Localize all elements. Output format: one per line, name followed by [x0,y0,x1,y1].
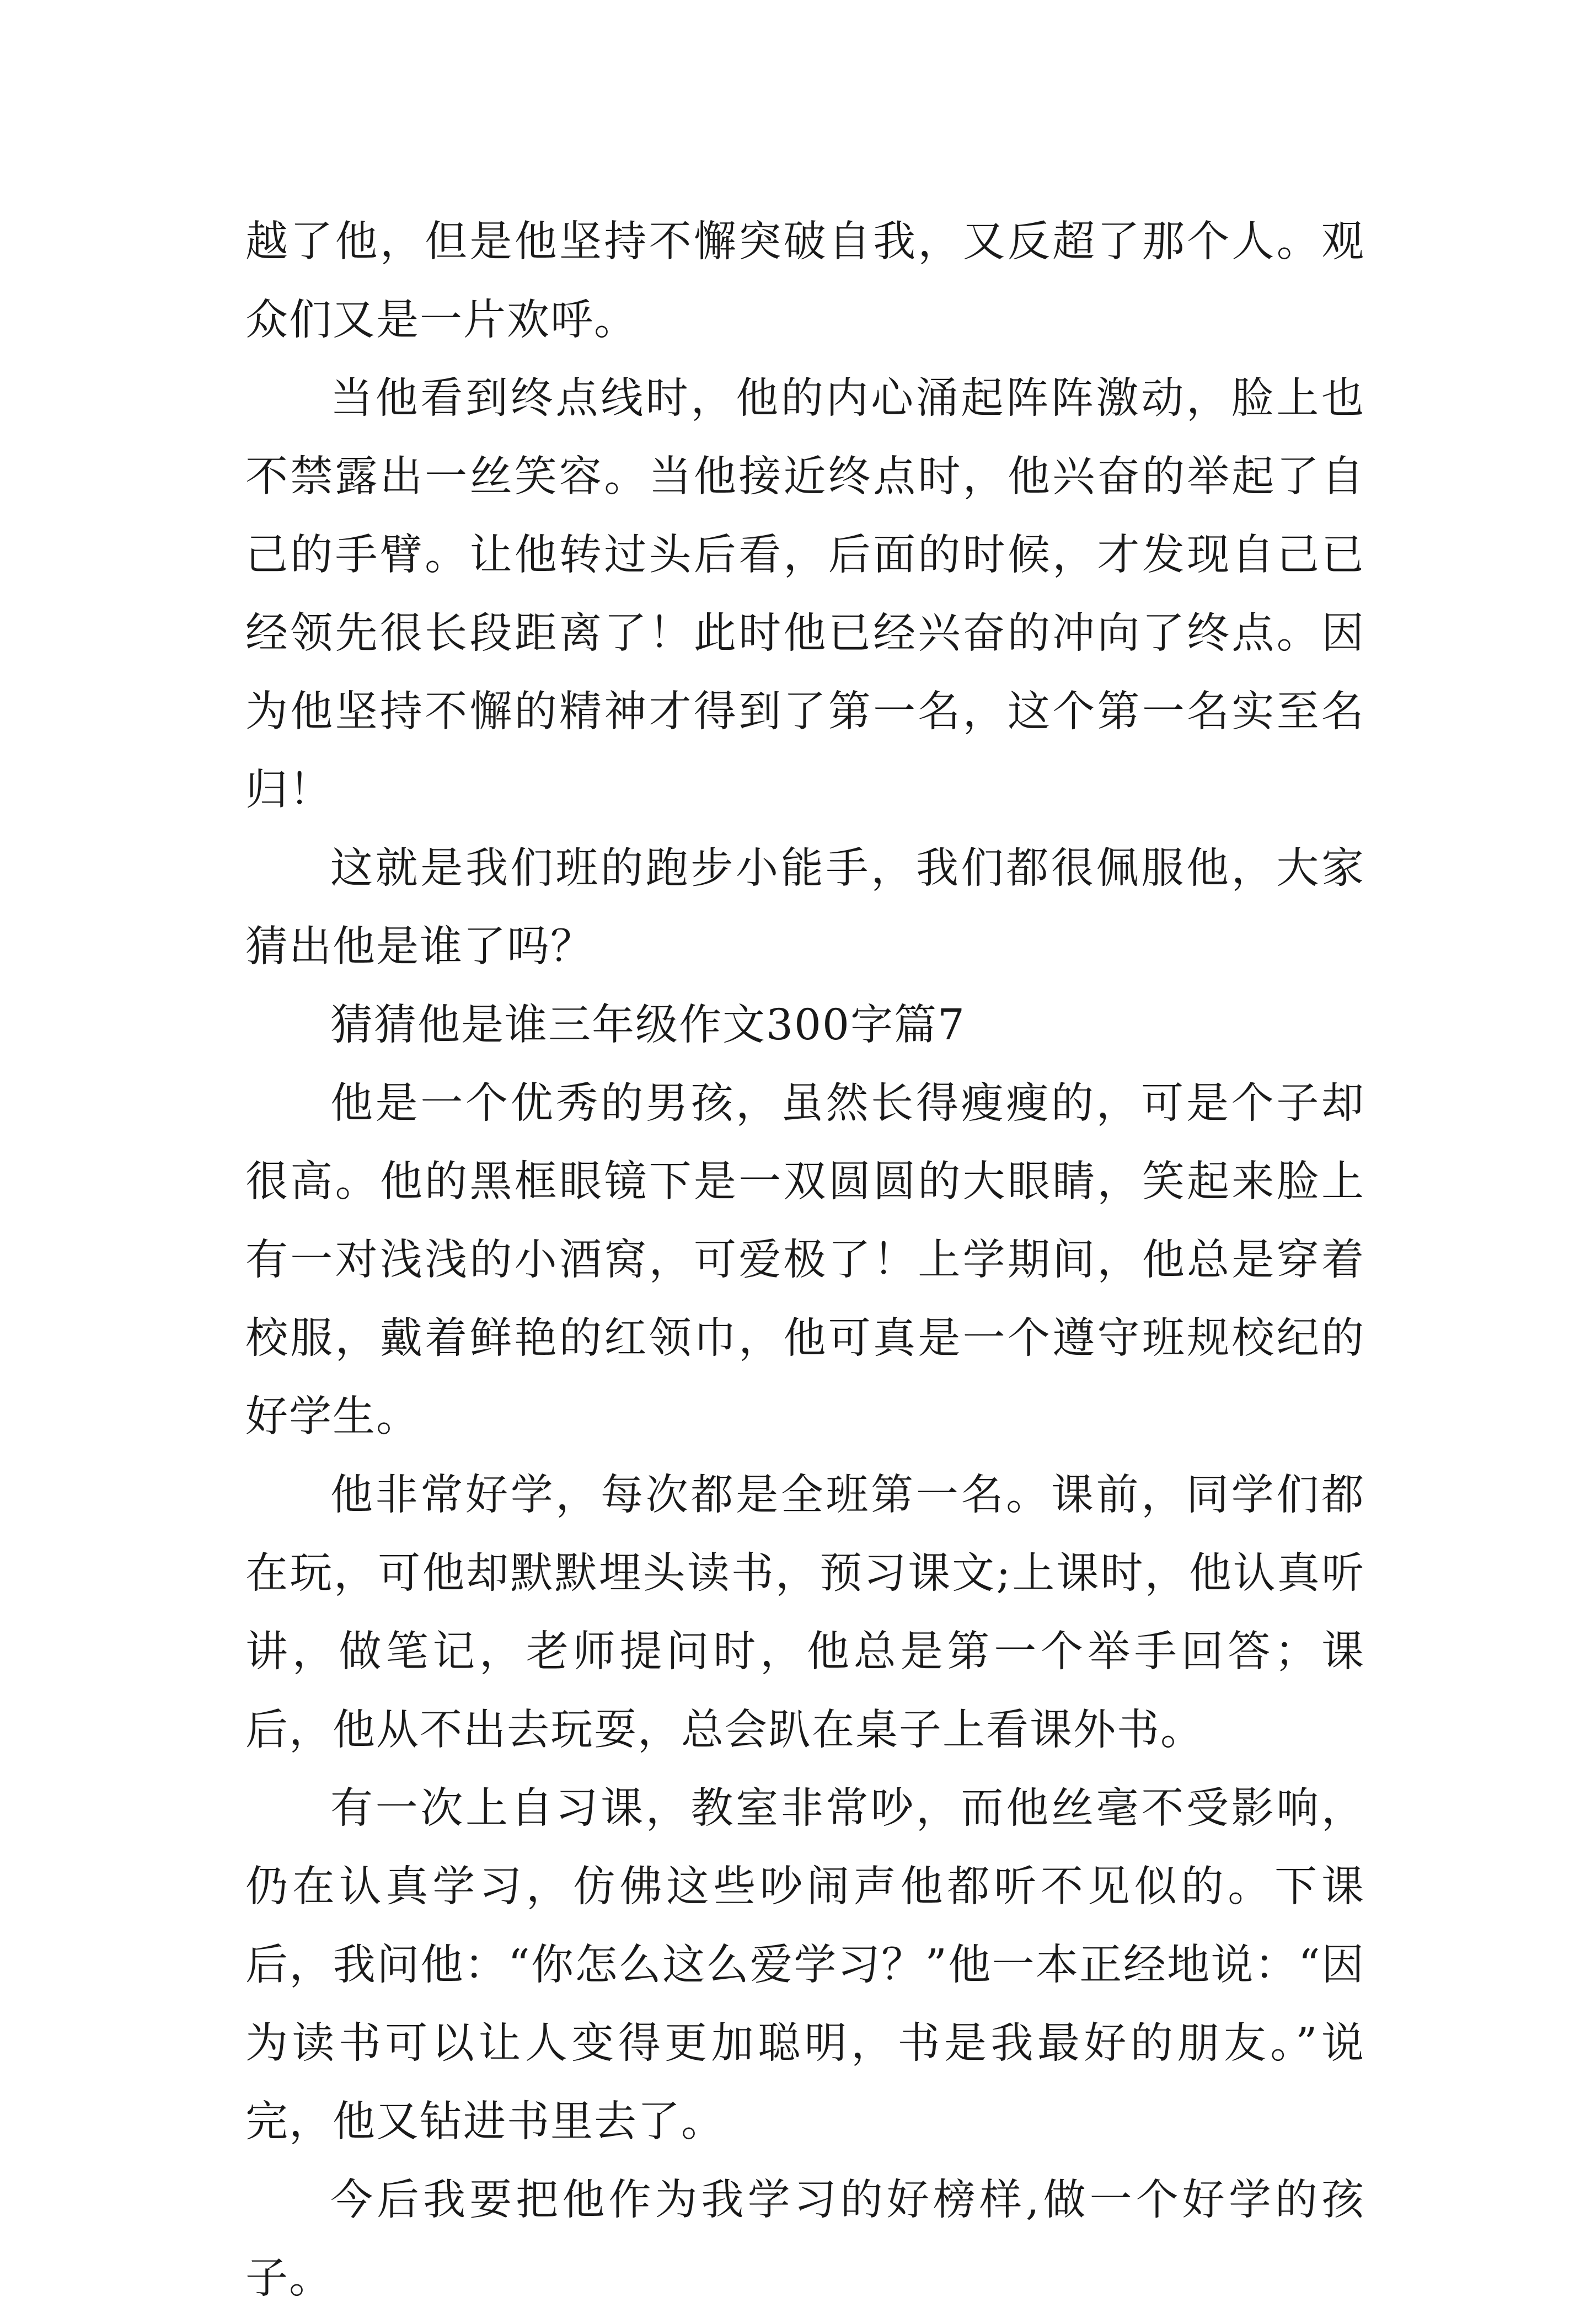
document-body [245,203,1365,2318]
paragraph-running-champion: 这就是我们班的跑步小能手，我们都很佩服他，大家猜出他是谁了吗？ [245,844,1365,971]
paragraph-description: 他是一个优秀的男孩，虽然长得瘦瘦的，可是个子却很高。他的黑框眼镜下是一双圆圆的大眼睛，笑起来脸上有一对浅浅的小酒窝，可爱极了！上学期间，他总是穿着校服，戴着鲜艳的红领巾，他可真是一个遵守班规校纪的好学生。 [245,1079,1365,1441]
paragraph-study-hall: 有一次上自习课，教室非常吵，而他丝毫不受影响，仍在认真学习，仿佛这些吵闹声他都听不见似的。下课后，我问他：“你怎么这么爱学习？”他一本正经地说：“因为读书可以让人变得更加聪明，书是我最好的朋友。”说完，他又钻进书里去了。 [245,1784,1365,2146]
paragraph-conclusion: 今后我要把他作为我学习的好榜样,做一个好学的孩子。 [245,2176,1365,2303]
paragraph-studious: 他非常好学，每次都是全班第一名。课前，同学们都在玩，可他却默默埋头读书，预习课文;上课时，他认真听讲，做笔记，老师提问时，他总是第一个举手回答；课后，他从不出去玩耍，总会趴在桌子上看课外书。 [245,1471,1365,1755]
paragraph-finish-line: 当他看到终点线时，他的内心涌起阵阵激动，脸上也不禁露出一丝笑容。当他接近终点时，他兴奋的举起了自己的手臂。让他转过头后看，后面的时候，才发现自己已经领先很长段距离了！此时他已经兴奋的冲向了终点。因为他坚持不懈的精神才得到了第一名，这个第一名实至名归！ [245,374,1365,815]
paragraph-continued: 越了他，但是他坚持不懈突破自我，又反超了那个人。观众们又是一片欢呼。 [245,217,1365,345]
essay-heading: 猜猜他是谁三年级作文300字篇7 [330,1001,966,1050]
